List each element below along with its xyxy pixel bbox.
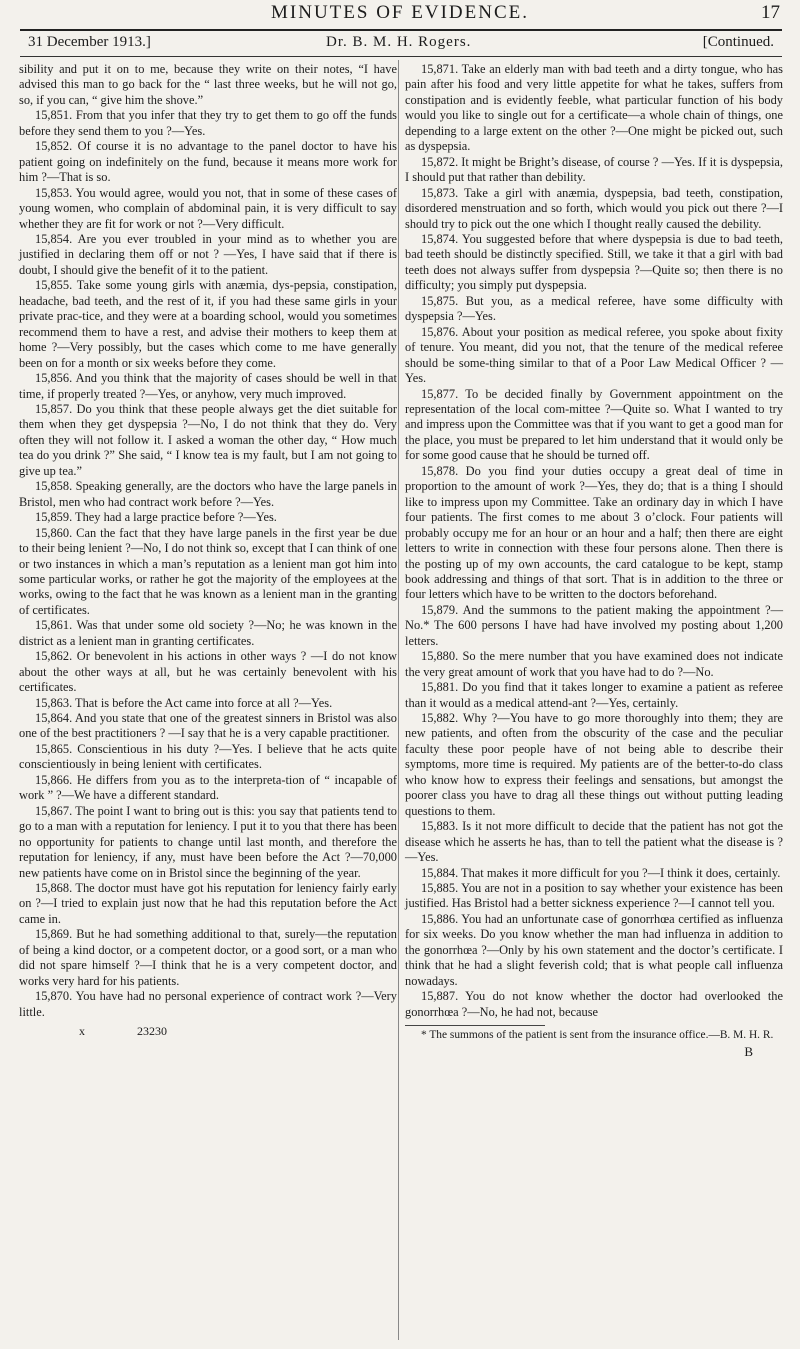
paragraph: 15,859. They had a large practice before ?—Yes. <box>35 510 277 525</box>
paragraph: 15,872. It might be Bright’s disease, of course ? —Yes. If it is dyspepsia, I should put that rather than debility. <box>405 154 783 185</box>
print-code-number: 23230 <box>137 1024 167 1039</box>
paragraph: 15,871. Take an elderly man with bad teeth and a dirty tongue, who has pain after his food and very little appetite for what he takes, suffers from constipation and is evidently feeble, what particular function of his body would you like to single out for a certificate—a whole chain of things, one depending to a large extent on the other ?—One might be picked out, such as dyspepsia. <box>405 62 783 154</box>
hearing-date: 31 December 1913.] <box>28 34 151 50</box>
paragraph: 15,865. Conscientious in his duty ?—Yes. I believe that he acts quite conscientiously in being lenient with certificates. <box>19 741 397 772</box>
print-code <box>19 1024 397 1039</box>
paragraph: 15,857. Do you think that these people always get the diet suitable for them when they get dyspepsia ?—No, I do not think that they do. Very often they will not follow it. I asked a woman the other day, “ How much tea do you drink ?” She said, “ I know tea is my fault, but I am not going to give up tea.” <box>19 401 397 478</box>
paragraph: 15,874. You suggested before that where dyspepsia is due to bad teeth, bad teeth should be distinctly specified. Still, we take it that a girl with bad teeth does not always suffer from dyspepsia ?—Quite so; then there is no difficulty; you simply put dyspepsia. <box>405 231 783 293</box>
paragraph: 15,882. Why ?—You have to go more thoroughly into them; they are new patients, and often from the obscurity of the case and the peculiar faculty these poor people have of not being able to describe their symptoms, more time is required. My patients are of the better-to-do class who know how to express their feelings and sensations, but amongst the poorer class you have to drag all these things out without putting leading questions to them. <box>405 711 783 818</box>
paragraph: sibility and put it on to me, because they write on their notes, “I have advised this man to go back for the “ last three weeks, but he will not go, so, if you can, “ give him the shove.” <box>19 62 397 107</box>
paragraph: 15,875. But you, as a medical referee, have some difficulty with dyspepsia ?—Yes. <box>405 293 783 324</box>
continued-label: [Continued. <box>702 34 774 50</box>
paragraph: 15,878. Do you find your duties occupy a great deal of time in proportion to the amount of work ?—Yes, they do; that is a thing I should like to impress upon my Committee. Take an ordinary day in which I have four patients. The first comes to me about 3 o’clock. Four patients will probably occupy me for an hour or an hour and a half; then there are eight letters to write in connection with these four persons alone. Then there is the posting up of my own accounts, the card catalogue to be kept, stamp book addressing and things of that sort. That is in addition to the three or four letters which have to be written to the doctors beforehand. <box>405 463 783 602</box>
paragraph: 15,885. You are not in a position to say whether your existence has been justified. Has Bristol had a better sickness experience ?—I cannot tell you. <box>405 881 783 911</box>
paragraph: 15,861. Was that under some old society ?—No; he was known in the district as a lenient man in granting certificates. <box>19 618 397 648</box>
header-rule <box>20 29 782 31</box>
footnote-rule <box>405 1025 545 1026</box>
paragraph: 15,869. But he had something additional to that, surely—the reputation of being a kind doctor, or a competent doctor, or a good sort, or a man who did not spare himself ?—I think that he is a very competent doctor, and works very hard for his patients. <box>19 927 397 988</box>
paragraph: 15,870. You have had no personal experience of contract work ?—Very little. <box>19 989 397 1019</box>
paragraph: 15,864. And you state that one of the greatest sinners in Bristol was also one of the best practitioners ? —I say that he is a very capable practitioner. <box>19 711 397 741</box>
paragraph: 15,873. Take a girl with anæmia, dyspepsia, bad teeth, constipation, disordered menstruation and so forth, which would you pick out there ?—I should try to pick out the one which I thought really caused the debility. <box>405 185 783 231</box>
paragraph: 15,883. Is it not more difficult to decide that the patient has not got the disease which he asserts he has, than to tell the patient what the disease is ?—Yes. <box>405 819 783 865</box>
paragraph: 15,856. And you think that the majority of cases should be well in that time, if properly treated ?—Yes, or anyhow, very much improved. <box>19 371 397 401</box>
paragraph: 15,868. The doctor must have got his reputation for leniency fairly early on ?—I tried to explain just now that he had this reputation before the Act came in. <box>19 881 397 926</box>
paragraph: 15,867. The point I want to bring out is this: you say that patients tend to go to a man with a reputation for leniency. I put it to you that there has been no opportunity for patients to change until last month, and therefore the reputation for leniency, if any, must have been before the Act ?—70,000 new patients have come on in Bristol since the beginning of the year. <box>19 803 397 880</box>
print-code-letter: x <box>79 1024 85 1039</box>
right-column <box>405 62 783 1060</box>
paragraph: 15,886. You had an unfortunate case of gonorrhœa certified as influenza for six weeks. Do you know whether the man had influenza in addition to the gonorrhœa ?—Only by his own statement and the doctor’s certificate. I think that he had a slight feverish cold; that is what people call influenza nowadays. <box>405 911 783 988</box>
paragraph: 15,855. Take some young girls with anæmia, dys-pepsia, constipation, headache, bad teeth, and the rest of it, if you had these same girls in your private prac-tice, and they were at a boarding school, would you sometimes recommend them to have a rest, and advise their mothers to keep them at home ?—Very possibly, but the cases which come to me have generally been on for a month or six weeks before they come. <box>19 278 397 370</box>
left-column <box>19 62 397 1040</box>
paragraph: 15,854. Are you ever troubled in your mind as to whether you are justified in declaring them off or not ? —Yes, I have said that if there is doubt, I should give the benefit of it to the patient. <box>19 231 397 277</box>
paragraph: 15,863. That is before the Act came into force at all ?—Yes. <box>35 695 333 710</box>
witness-name: Dr. B. M. H. Rogers. <box>326 34 472 50</box>
subheader-rule <box>20 56 782 57</box>
paragraph: 15,853. You would agree, would you not, that in some of these cases of young women, who complain of abdominal pain, it is very difficult to say whether they are fit for work or not ?—Very difficult. <box>19 185 397 231</box>
footnote: * The summons of the patient is sent from the insurance office.—B. M. H. R. <box>421 1029 774 1042</box>
paragraph: 15,860. Can the fact that they have large panels in the first year be due to their being lenient ?—No, I do not think so, except that I can think of one or two instances in which a man’s reputation as a lenient man got him into some particular works, or rather he got the majority of the employees at the works, owing to the fact that he was known as a lenient man in the granting of certificates. <box>19 525 397 617</box>
paragraph: 15,879. And the summons to the patient making the appointment ?—No.* The 600 persons I have had have involved my posting about 1,200 letters. <box>405 602 783 648</box>
paragraph: 15,887. You do not know whether the doctor had overlooked the gonorrhœa ?—No, he had not, because <box>405 989 783 1019</box>
paragraph: 15,880. So the mere number that you have examined does not indicate the very great amount of work that you have had to do ?—No. <box>405 649 783 679</box>
paragraph: 15,876. About your position as medical referee, you spoke about fixity of tenure. You meant, did you not, that the tenure of the medical referee should be some-thing similar to that of a Poor Law Medical Officer ? —Yes. <box>405 324 783 386</box>
paragraph: 15,851. From that you infer that they try to get them to go off the funds before they send them to you ?—Yes. <box>19 108 397 138</box>
paragraph: 15,884. That makes it more difficult for you ?—I think it does, certainly. <box>421 865 781 880</box>
paragraph: 15,858. Speaking generally, are the doctors who have the large panels in Bristol, men who had contract work before ?—Yes. <box>19 479 397 509</box>
paragraph: 15,866. He differs from you as to the interpreta-tion of “ incapable of work ” ?—We have a different standard. <box>19 772 397 803</box>
column-divider <box>398 60 399 1340</box>
signature-mark: B <box>744 1044 753 1060</box>
paragraph: 15,881. Do you find that it takes longer to examine a patient as referee than it would as a medical attend-ant ?—Yes, certainly. <box>405 680 783 710</box>
running-head-title: MINUTES OF EVIDENCE. <box>271 2 529 23</box>
paragraph: 15,877. To be decided finally by Government appointment on the representation of the local com-mittee ?—Quite so. What I wanted to try and impress upon the Committee was that if you want to get a good man for the place, you must be prepared to let him understand that it would only be for some good cause that he should be turned off. <box>405 386 783 463</box>
paragraph: 15,862. Or benevolent in his actions in other ways ? —I do not know about the other ways at all, but he was certainly benevolent with his certificates. <box>19 649 397 695</box>
paragraph: 15,852. Of course it is no advantage to the panel doctor to have his patient going on indefinitely on the fund, because it means more work for him ?—That is so. <box>19 139 397 185</box>
page-number: 17 <box>761 2 780 23</box>
